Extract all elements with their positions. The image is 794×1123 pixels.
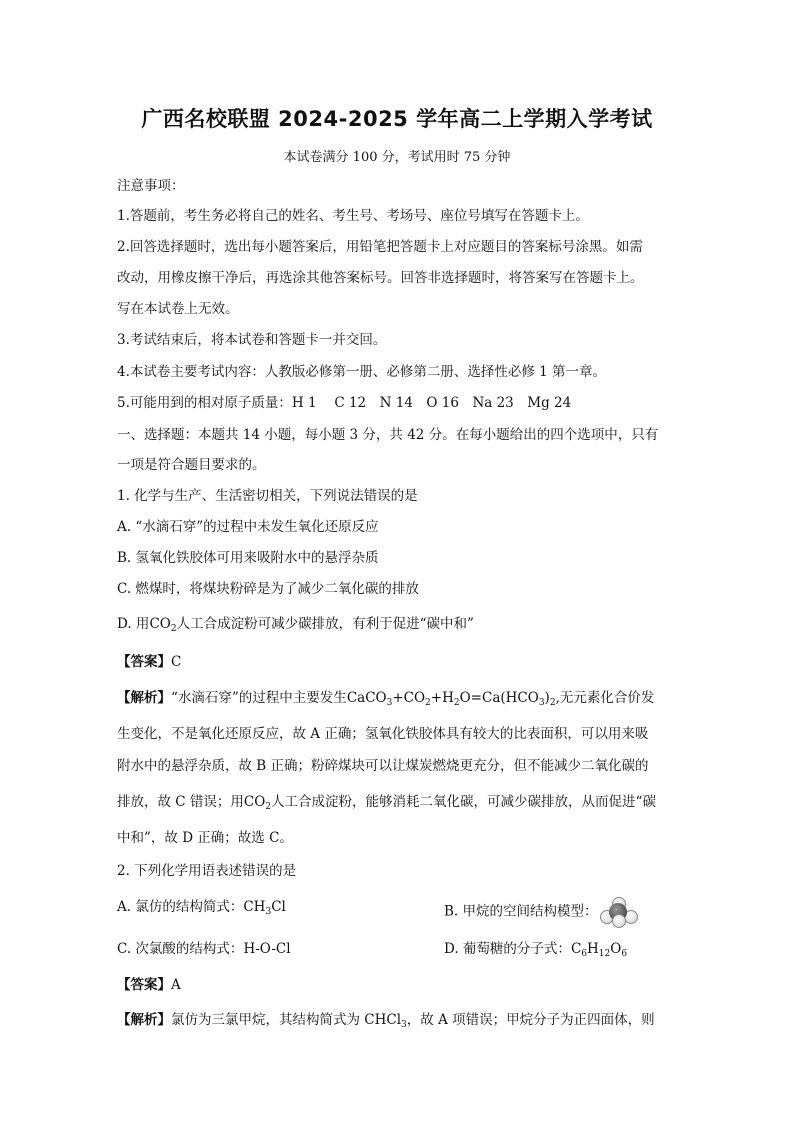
note-item-1: 1.答题前，考生务必将自己的姓名、考生号、考场号、座位号填写在答题卡上。	[117, 208, 589, 224]
q1-analysis-line-3: 附水中的悬浮杂质，故 B 正确；粉碎煤块可以让煤炭燃烧更充分，但不能减少二氧化碳的	[117, 758, 649, 774]
analysis-text: 人工合成淀粉，能够消耗二氧化碳，可减少碳排放，从而促进“碳	[271, 794, 656, 810]
analysis-text: 氯仿为三氯甲烷，其结构简式为	[171, 1012, 365, 1028]
q2-stem: 2. 下列化学用语表述错误的是	[117, 863, 297, 879]
hypochlorous-formula: H-O-Cl	[243, 941, 291, 957]
methane-ball-model-icon	[600, 897, 636, 927]
section-1-line-1: 一、选择题：本题共 14 小题，每小题 3 分，共 42 分。在每小题给出的四个选项中，只有	[117, 427, 659, 443]
page-title: 广西名校联盟 2024-2025 学年高二上学期入学考试	[141, 107, 653, 131]
q2-option-c-text: C. 次氯酸的结构式：	[117, 941, 244, 957]
q2-option-b	[444, 897, 636, 927]
q1-option-d-prefix: D. 用	[117, 616, 150, 632]
q2-option-a-text: A. 氯仿的结构简式：	[117, 899, 244, 915]
section-1-line-2: 一项是符合题目要求的。	[117, 457, 266, 473]
answer-value: A	[171, 977, 181, 993]
analysis-text: ，故 A 项错误；甲烷分子为正四面体，则	[406, 1012, 655, 1028]
glucose-formula: $C_6H_{12}O_6$	[570, 941, 628, 959]
answer-label: 【答案】	[117, 977, 171, 993]
q1-stem: 1. 化学与生产、生活密切相关，下列说法错误的是	[117, 488, 418, 504]
q1-option-c: C. 燃煤时，将煤块粉碎是为了减少二氧化碳的排放	[117, 581, 419, 597]
chcl3-formula: CHCl$_3$	[364, 1012, 407, 1030]
q2-option-d-text: D. 葡萄糖的分子式：	[444, 941, 571, 957]
note-item-5: 5.可能用到的相对原子质量：H 1 C 12 N 14 O 16 Na 23 Mg 24	[117, 395, 572, 411]
note-item-2-line-2: 改动，用橡皮擦干净后，再选涂其他答案标号。回答非选择题时，将答案写在答题卡上。	[117, 270, 644, 286]
analysis-text: 排放，故 C 错误；用	[117, 794, 244, 810]
q2-option-d	[444, 939, 627, 959]
note-item-2-line-1: 2.回答选择题时，选出每小题答案后，用铅笔把答题卡上对应题目的答案标号涂黑。如需	[117, 239, 643, 255]
co2-formula: $CO_2$	[243, 794, 272, 812]
q1-analysis-line-1	[117, 688, 682, 708]
q1-option-d	[117, 614, 682, 634]
q1-option-b: B. 氢氧化铁胶体可用来吸附水中的悬浮杂质	[117, 550, 379, 566]
q1-analysis-line-4	[117, 792, 682, 812]
note-item-3: 3.考试结束后，将本试卷和答题卡一并交回。	[117, 332, 387, 348]
chloroform-formula: $CH_3Cl$	[243, 899, 286, 917]
q1-option-a: A. “水滴石穿”的过程中未发生氧化还原反应	[117, 519, 379, 535]
q1-analysis-line-5: 中和”，故 D 正确；故选 C。	[117, 830, 293, 846]
notes-heading: 注意事项：	[117, 178, 185, 194]
analysis-text: ,无元素化合价发	[555, 690, 655, 706]
q1-answer	[117, 652, 682, 672]
note-item-4: 4.本试卷主要考试内容：人教版必修第一册、必修第二册、选择性必修 1 第一章。	[117, 364, 607, 380]
q1-option-d-text: 人工合成淀粉可减少碳排放，有利于促进“碳中和”	[176, 616, 474, 632]
note-item-2-line-3: 写在本试卷上无效。	[117, 301, 239, 317]
page-subtitle: 本试卷满分 100 分，考试用时 75 分钟	[283, 150, 511, 165]
q2-analysis-line-1	[117, 1010, 682, 1030]
q2-answer	[117, 975, 682, 995]
answer-label: 【答案】	[117, 654, 171, 670]
q1-analysis-line-2: 生变化，不是氧化还原反应，故 A 正确；氢氧化铁胶体具有较大的比表面积，可以用来吸	[117, 726, 649, 742]
analysis-label: 【解析】	[117, 690, 171, 706]
analysis-label: 【解析】	[117, 1012, 171, 1028]
co2-formula: $CO_2$	[149, 616, 177, 634]
answer-value: C	[171, 654, 182, 670]
q2-option-b-text: B. 甲烷的空间结构模型：	[444, 903, 598, 920]
analysis-text: “水滴石穿”的过程中主要发生	[171, 690, 347, 706]
reaction-equation: $CaCO_3+CO_2+H_2O=Ca(HCO_3)_2$	[346, 690, 556, 708]
